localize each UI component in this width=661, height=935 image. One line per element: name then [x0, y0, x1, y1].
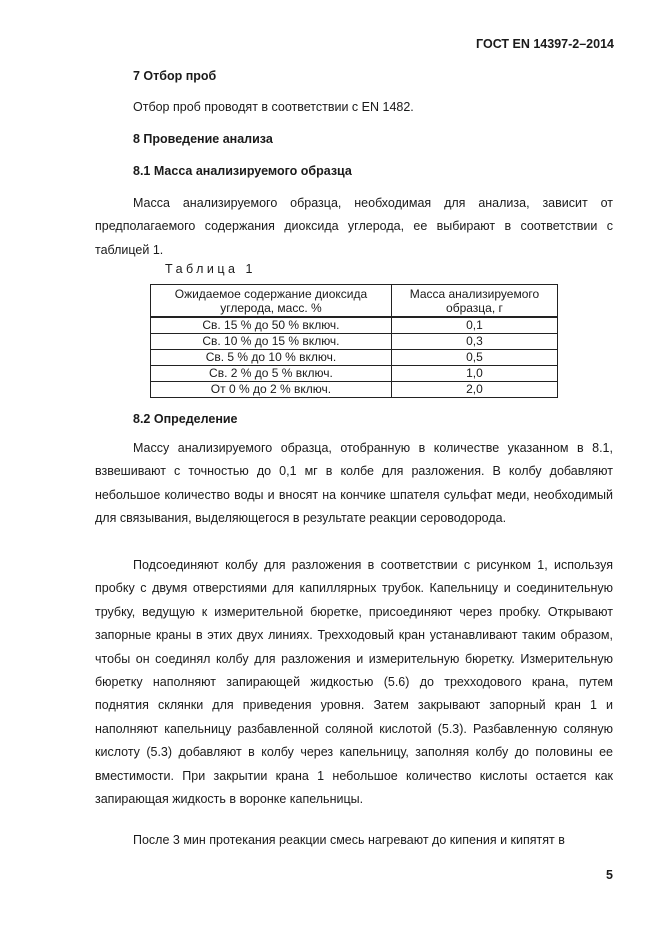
section-8-2-paragraph-3: После 3 мин протекания реакции смесь нагревают до кипения и кипятят в: [133, 833, 565, 847]
section-8-title: 8 Проведение анализа: [133, 132, 273, 146]
cell-mass: 2,0: [391, 382, 557, 398]
cell-range: Св. 15 % до 50 % включ.: [151, 317, 392, 334]
table-row: [151, 334, 558, 350]
cell-range: От 0 % до 2 % включ.: [151, 382, 392, 398]
section-8-1-title: 8.1 Масса анализируемого образца: [133, 164, 352, 178]
table-row: [151, 382, 558, 398]
table-row: [151, 366, 558, 382]
cell-range: Св. 5 % до 10 % включ.: [151, 350, 392, 366]
section-8-1-text: Масса анализируемого образца, необходимая для анализа, зависит от предполагаемого содержания диоксида углерода, ее выбирают в соответствии с таблицей 1.: [95, 196, 613, 257]
table-header-row: [151, 285, 558, 318]
cell-mass: 0,3: [391, 334, 557, 350]
section-8-2-title: 8.2 Определение: [133, 412, 238, 426]
cell-mass: 0,5: [391, 350, 557, 366]
section-7-title: 7 Отбор проб: [133, 69, 217, 83]
section-8-2-paragraph-2: Подсоединяют колбу для разложения в соответствии с рисунком 1, используя пробку с двумя отверстиями для капиллярных трубок. Капельницу и соединительную трубку, ведущую к измерительной бюретке, присоединяют через пробку. Открывают запорные краны в этих двух линиях. Трехходовый кран устанавливают таким образом, чтобы он соединял колбу для разложения и измерительную бюретку. Измерительную бюретку наполняют запирающей жидкостью (5.6) до трехходового крана, путем поднятия склянки для приведения уровня. Затем закрывают запорный кран 1 и наполняют капельницу разбавленной соляной кислотой (5.3). Разбавленную соляную кислоту (5.3) добавляют в колбу через капельницу, заполняя колбу до половины ее вместимости. При закрытии крана 1 небольшое количество кислоты остается как запирающая жидкость в воронке капельницы.: [95, 558, 613, 807]
section-7-text: Отбор проб проводят в соответствии с EN 1482.: [133, 100, 414, 114]
sample-mass-table: [150, 284, 558, 398]
section-8-2-paragraph-1: Массу анализируемого образца, отобранную в количестве указанном в 8.1, взвешивают с точностью до 0,1 мг в колбе для разложения. В колбу добавляют небольшое количество воды и вносят на кончике шпателя сульфат меди, необходимый для связывания, выделяющегося в результате реакции сероводорода.: [95, 441, 613, 526]
page-number: 5: [606, 868, 613, 882]
document-code: ГОСТ EN 14397-2–2014: [476, 37, 614, 51]
cell-mass: 0,1: [391, 317, 557, 334]
cell-range: Св. 10 % до 15 % включ.: [151, 334, 392, 350]
column-header-content: Ожидаемое содержание диоксида углерода, масс. %: [151, 285, 392, 318]
table-row: [151, 350, 558, 366]
cell-mass: 1,0: [391, 366, 557, 382]
column-header-mass: Масса анализируемого образца, г: [391, 285, 557, 318]
table-caption: Таблица 1: [165, 262, 256, 276]
cell-range: Св. 2 % до 5 % включ.: [151, 366, 392, 382]
table-row: [151, 317, 558, 334]
